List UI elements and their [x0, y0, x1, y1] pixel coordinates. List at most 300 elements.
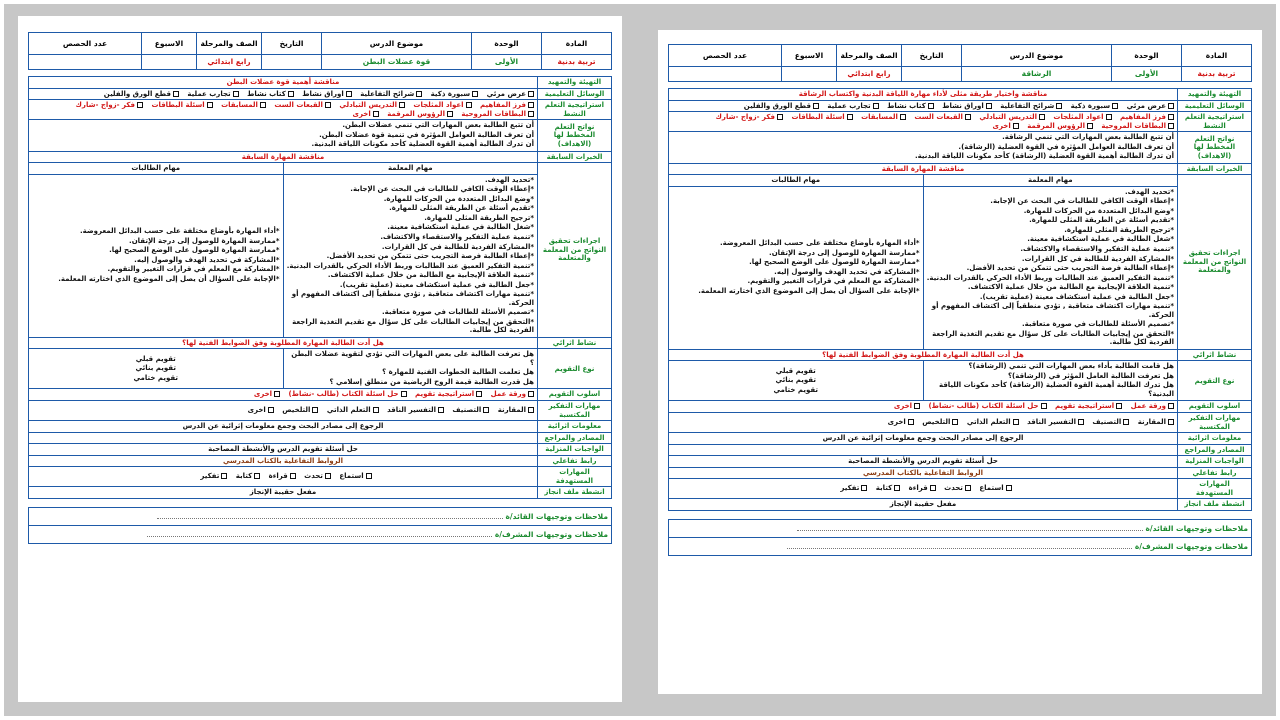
thinking-option[interactable]: التفسير الناقد: [387, 406, 444, 414]
checkbox-icon: [1041, 403, 1047, 409]
checkbox-icon: [1168, 419, 1174, 425]
eval-type-item: تقويم قبلي: [135, 354, 176, 363]
skill-option[interactable]: تحدث: [304, 472, 331, 480]
checkbox-icon: [1112, 103, 1118, 109]
student-task: *المشاركة مع المعلم في قرارات التغيير والتقويم.: [747, 277, 920, 286]
teacher-task: *شغل الطالبة في عملية استكشافية معينة.: [387, 223, 534, 232]
student-tasks-list: [669, 186, 924, 349]
checkbox-icon: [312, 407, 318, 413]
sessions-label: عدد الحصص: [669, 45, 782, 67]
student-task: *أداء المهارة بأوضاع مختلفة على حسب البدائل المعروضة.: [79, 227, 280, 236]
homework-text: حل أسئلة تقويم الدرس والأنشطة المصاحبة: [669, 456, 1178, 468]
strategy-options: [29, 100, 538, 120]
aids-options: [669, 100, 1178, 112]
enrich-label: نشاط اثرائي: [538, 337, 612, 349]
skill-option[interactable]: تفكير: [840, 484, 867, 492]
student-tasks-title: مهام الطالبات: [669, 175, 924, 187]
outcomes-list: [669, 132, 1178, 164]
checkbox-icon: [965, 485, 971, 491]
checkbox-icon: [528, 102, 534, 108]
checkbox-icon: [373, 111, 379, 117]
checkbox-icon: [528, 407, 534, 413]
grade-value: رابع ابتدائي: [837, 67, 902, 82]
checkbox-icon: [173, 91, 179, 97]
subject-label: المادة: [542, 33, 612, 55]
checkbox-icon: [207, 102, 213, 108]
warmup-label: التهيئة والتمهيد: [1178, 89, 1252, 101]
eval-question: هل تعلمت الطالبة الخطوات الفنية للمهارة ؟: [382, 368, 534, 377]
strategy-option[interactable]: البطاقات المروحية: [461, 110, 534, 118]
student-task: *ممارسة المهارة للوصول على الوضع الصحيح لها.: [749, 258, 920, 267]
procedures-label: اجراءات تحقيق النواتج من المعلمة والمتعلمة: [1178, 175, 1252, 350]
week-label: الاسبوع: [782, 45, 837, 67]
checkbox-icon: [274, 391, 280, 397]
checkbox-icon: [952, 419, 958, 425]
eval-type-item: تقويم بنائي: [775, 376, 816, 385]
eval-questions: [283, 349, 538, 389]
checkbox-icon: [1056, 103, 1062, 109]
checkbox-icon: [476, 391, 482, 397]
checkbox-icon: [528, 391, 534, 397]
thinking-option[interactable]: التفسير الناقد: [1027, 418, 1084, 426]
checkbox-icon: [483, 407, 489, 413]
eval-question: هل تعرفت الطالبة العامل المؤثر في (الرشاقة)؟: [1008, 371, 1174, 380]
student-task: *المشاركة في تحديد الهدف والوصول إليه.: [134, 255, 280, 264]
notes-table: [28, 507, 612, 544]
teacher-task: *إعطاء الطالبة فرصة التجريب حتى تتمكن من تحديد الأفضل.: [326, 252, 534, 261]
checkbox-icon: [466, 102, 472, 108]
checkbox-icon: [908, 419, 914, 425]
unit-value: الأولى: [1112, 67, 1182, 82]
strategy-option[interactable]: التدريس التبادلي: [339, 101, 405, 109]
sessions-value: [669, 67, 782, 82]
eval-style-option[interactable]: ورقة عمل: [1131, 402, 1174, 410]
student-task: *أداء المهارة بأوضاع مختلفة على حسب البدائل المعروضة.: [719, 239, 920, 248]
aids-label: الوسائل التعليمية: [1178, 100, 1252, 112]
links-text: الروابط التفاعلية بالكتاب المدرسي: [29, 455, 538, 467]
supervisor-notes: ملاحظات وتوجيهات المشرف/ة: [669, 537, 1252, 555]
skill-option[interactable]: استماع: [979, 484, 1011, 492]
checkbox-icon: [472, 91, 478, 97]
strategy-option[interactable]: المسابقات: [861, 113, 906, 121]
checkbox-icon: [861, 485, 867, 491]
eval-style-label: اسلوب التقويم: [1178, 401, 1252, 413]
eval-type-label: نوع التقويم: [1178, 361, 1252, 401]
strategy-option[interactable]: الرؤوس المرقمة: [1027, 122, 1093, 130]
aid-option[interactable]: عرض مرئي: [1127, 102, 1174, 110]
checkbox-icon: [1013, 419, 1019, 425]
sessions-value: [29, 55, 142, 70]
week-value: [142, 55, 197, 70]
teacher-task: *المشاركة الفردية للطالبة في كل القرارات.: [1021, 254, 1174, 263]
thinking-option[interactable]: التصنيف: [1092, 418, 1129, 426]
aids-label: الوسائل التعليمية: [538, 88, 612, 100]
checkbox-icon: [447, 111, 453, 117]
aid-option[interactable]: شرائح التفاعلية: [1000, 102, 1062, 110]
links-label: رابط تفاعلي: [1178, 467, 1252, 479]
aid-option[interactable]: كتاب نشاط: [247, 90, 294, 98]
enrich-text: هل أدت الطالبة المهارة المطلوبة وفق الضوابط الفنية لها؟: [29, 337, 538, 349]
skill-option[interactable]: استماع: [339, 472, 371, 480]
checkbox-icon: [528, 91, 534, 97]
teacher-task: *تنمية مهارات اكتشاف متعاقبة , تؤدي منطقياً إلى اكتشاف المفهوم أو الحركة.: [931, 302, 1174, 319]
eval-style-option[interactable]: ورقة عمل: [491, 390, 534, 398]
teacher-tasks-list: [923, 186, 1178, 349]
strategies-label: استراتيجية التعلم النشط: [538, 100, 612, 120]
aid-option[interactable]: سبورة ذكية: [431, 90, 479, 98]
thinking-options: [29, 401, 538, 421]
teacher-task: *المشاركة الفردية للطالبة في كل القرارات.: [381, 242, 534, 251]
strategy-option[interactable]: اخرى: [993, 122, 1019, 130]
eval-type-item: تقويم ختامي: [133, 373, 179, 382]
thinking-option[interactable]: التلخيص: [922, 418, 958, 426]
week-value: [782, 67, 837, 82]
strategy-option[interactable]: التدريس التبادلي: [979, 113, 1045, 121]
eval-style-option[interactable]: حل اسئلة الكتاب (طالب -نشاط): [928, 402, 1046, 410]
eval-questions: [923, 361, 1178, 401]
viewer-frame: [4, 4, 1276, 716]
skill-option[interactable]: تفكير: [200, 472, 227, 480]
student-tasks-list: [29, 174, 284, 337]
outcomes-label: نواتج التعلم المخطط لها (الاهداف): [538, 120, 612, 152]
teacher-task: *تنمية مهارات اكتشاف متعاقبة , تؤدي منطقياً إلى اكتشاف المفهوم أو الحركة.: [291, 290, 534, 307]
checkbox-icon: [1168, 123, 1174, 129]
portfolio-label: انشطة ملف انجاز: [538, 487, 612, 499]
teacher-task: *تقديم أسئلة عن الطريقة المثلى للمهارة.: [389, 204, 534, 213]
strategy-option[interactable]: اعواد المثلجات: [1053, 113, 1111, 121]
skill-option[interactable]: قراءة: [269, 472, 296, 480]
checkbox-icon: [1013, 123, 1019, 129]
student-task: *المشاركة في تحديد الهدف والوصول إليه.: [774, 267, 920, 276]
outcome-item: أن تدرك الطالبة أهمية القوة العضلية كأحد مكونات اللياقة البدنية.: [311, 140, 534, 149]
thinking-option[interactable]: اخرى: [248, 406, 274, 414]
eval-style-option[interactable]: استراتيجية تقويم: [415, 390, 482, 398]
date-value: [262, 55, 322, 70]
strategy-option[interactable]: الرؤوس المرقمة: [387, 110, 453, 118]
checkbox-icon: [914, 403, 920, 409]
outcome-item: أن تدرك الطالبة أهمية القوة العضلية (الرشاقة) كأحد مكونات اللياقة البدنية.: [914, 152, 1174, 161]
checkbox-icon: [325, 102, 331, 108]
checkbox-icon: [260, 102, 266, 108]
teacher-task: *ترجيح الطريقة المثلى للمهارة.: [1064, 225, 1174, 234]
teacher-task: *تنمية عملية التفكير والاستقصاء والاكتشاف.: [1020, 244, 1174, 253]
aid-option[interactable]: قطع الورق والفلين: [104, 90, 179, 98]
warmup-text: مناقشة أهمية قوة عضلات البطن: [29, 77, 538, 89]
checkbox-icon: [221, 473, 227, 479]
grade-value: رابع ابتدائي: [197, 55, 262, 70]
portfolio-text: مفعل حقيبة الإنجاز: [669, 499, 1178, 511]
teacher-task: *التحقق من إيجابيات الطالبات على كل سؤال مع تقديم التغذية الراجعة الفردية لكل طالبة.: [292, 317, 534, 335]
eval-style-options: [29, 389, 538, 401]
eval-style-option[interactable]: حل اسئلة الكتاب (طالب -نشاط): [288, 390, 406, 398]
checkbox-icon: [777, 114, 783, 120]
eval-style-label: اسلوب التقويم: [538, 389, 612, 401]
lesson-plan-page-left: [18, 16, 622, 702]
thinking-options: [669, 413, 1178, 433]
checkbox-icon: [325, 473, 331, 479]
plan-table: [28, 76, 612, 499]
thinking-label: مهارات التفكير المكتسبة: [1178, 413, 1252, 433]
unit-label: الوحدة: [472, 33, 542, 55]
skill-option[interactable]: كتابة: [236, 472, 260, 480]
outcome-item: أن تعرف الطالبة العوامل المؤثرة في القوة العضلية (الرشاقة).: [958, 142, 1174, 151]
checkbox-icon: [1123, 419, 1129, 425]
thinking-option[interactable]: التصنيف: [452, 406, 489, 414]
skills-label: المهارات المستهدفة: [538, 467, 612, 487]
checkbox-icon: [1106, 114, 1112, 120]
student-task: *المشاركة مع المعلم في قرارات التغيير والتقويم.: [107, 265, 280, 274]
sources-label: المصادر والمراجع: [538, 432, 612, 444]
teacher-task: *إعطاء الوقت الكافي للطالبات في البحث عن الإجابة.: [350, 185, 534, 194]
student-task: *ممارسة المهارة للوصول إلى درجة الإتقان.: [129, 236, 280, 245]
checkbox-icon: [366, 473, 372, 479]
homework-text: حل أسئلة تقويم الدرس والأنشطة المصاحبة: [29, 444, 538, 456]
topic-label: موضوع الدرس: [322, 33, 472, 55]
enrich-text: هل أدت الطالبة المهارة المطلوبة وفق الضوابط الفنية لها؟: [669, 349, 1178, 361]
sources-value: [29, 432, 538, 444]
checkbox-icon: [1168, 103, 1174, 109]
week-label: الاسبوع: [142, 33, 197, 55]
aid-option[interactable]: كتاب نشاط: [887, 102, 934, 110]
strategy-option[interactable]: البطاقات المروحية: [1101, 122, 1174, 130]
teacher-task: *إعطاء الوقت الكافي للطالبات في البحث عن الإجابة.: [990, 197, 1174, 206]
teacher-task: *وضع البدائل المتعددة من الحركات للمهارة.: [1023, 206, 1174, 215]
checkbox-icon: [1006, 485, 1012, 491]
checkbox-icon: [900, 114, 906, 120]
checkbox-icon: [1078, 419, 1084, 425]
strategy-option[interactable]: اسئلة البطاقات: [151, 101, 212, 109]
thinking-option[interactable]: التعلم الذاتي: [967, 418, 1019, 426]
info-text: الرجوع إلى مصادر البحث وجمع معلومات إثرائية عن الدرس: [669, 433, 1178, 445]
student-task: *ممارسة المهارة للوصول إلى درجة الإتقان.: [769, 248, 920, 257]
strategy-option[interactable]: اسئلة البطاقات: [791, 113, 852, 121]
info-text: الرجوع إلى مصادر البحث وجمع معلومات إثرائية عن الدرس: [29, 421, 538, 433]
eval-types: [29, 349, 284, 389]
homework-label: الواجبات المنزلية: [1178, 456, 1252, 468]
thinking-option[interactable]: التعلم الذاتي: [327, 406, 379, 414]
topic-value: قوة عضلات البطن: [322, 55, 472, 70]
warmup-text: مناقشة واختيار طريقة مثلى لأداء مهارة اللياقة البدنية واكتساب الرشاقة: [669, 89, 1178, 101]
checkbox-icon: [416, 91, 422, 97]
teacher-task: *تقديم أسئلة عن الطريقة المثلى للمهارة.: [1029, 216, 1174, 225]
sources-value: [669, 444, 1178, 456]
checkbox-icon: [373, 407, 379, 413]
teacher-task: *تنمية العلاقة الإيجابية مع الطالبة من خلال عملية الاكتشاف.: [967, 283, 1174, 292]
teacher-task: *جعل الطالبة في عملية استكشاف معينة (عملية تقريب).: [339, 280, 534, 289]
teacher-task: *تنمية عملية التفكير والاستقصاء والاكتشاف.: [380, 232, 534, 241]
checkbox-icon: [268, 407, 274, 413]
teacher-task: *التحقق من إيجابيات الطالبات على كل سؤال مع تقديم التغذية الراجعة الفردية لكل طالبة.: [932, 329, 1174, 347]
checkbox-icon: [290, 473, 296, 479]
strategy-option[interactable]: اخرى: [353, 110, 379, 118]
thinking-option[interactable]: اخرى: [888, 418, 914, 426]
teacher-tasks-title: مهام المعلمة: [283, 163, 538, 175]
strategy-option[interactable]: فكر -زواج -شارك: [716, 113, 783, 121]
skills-options: [29, 467, 538, 487]
checkbox-icon: [1116, 403, 1122, 409]
teacher-tasks-title: مهام المعلمة: [923, 175, 1178, 187]
eval-type-item: تقويم قبلي: [775, 366, 816, 375]
eval-style-option[interactable]: استراتيجية تقويم: [1055, 402, 1122, 410]
student-task: *الإجابة على السؤال أن يصل إلى الموضوع الذي اختارته المعلمة.: [58, 274, 280, 283]
grade-label: الصف والمرحلة: [197, 33, 262, 55]
checkbox-icon: [399, 102, 405, 108]
outcomes-list: [29, 120, 538, 152]
portfolio-label: انشطة ملف انجاز: [1178, 499, 1252, 511]
eval-style-option[interactable]: اخرى: [894, 402, 920, 410]
skills-options: [669, 479, 1178, 499]
thinking-option[interactable]: المقارنة: [498, 406, 534, 414]
eval-types: [669, 361, 924, 401]
outcomes-label: نواتج التعلم المخطط لها (الاهداف): [1178, 132, 1252, 164]
eval-question: هل تدرك الطالبة أهمية القوة العضلية (الرشاقة) كأحد مكونات اللياقة البدنية؟: [938, 381, 1174, 398]
links-label: رابط تفاعلي: [538, 455, 612, 467]
principal-notes: ملاحظات وتوجيهات القائد/ة: [669, 519, 1252, 537]
strategy-option[interactable]: فرز المفاهيم: [480, 101, 534, 109]
teacher-task: *تنمية التفكير العميق عند الطالبات وربط الأداء الحركي بالقدرات البدنية.: [926, 273, 1174, 282]
skill-option[interactable]: تحدث: [944, 484, 971, 492]
subject-value: تربية بدنية: [1182, 67, 1252, 82]
unit-value: الأولى: [472, 55, 542, 70]
thinking-option[interactable]: التلخيص: [282, 406, 318, 414]
checkbox-icon: [233, 91, 239, 97]
supervisor-notes: ملاحظات وتوجيهات المشرف/ة: [29, 525, 612, 543]
skill-option[interactable]: قراءة: [909, 484, 936, 492]
strategy-option[interactable]: فكر -زواج -شارك: [76, 101, 143, 109]
strategy-options: [669, 112, 1178, 132]
checkbox-icon: [894, 485, 900, 491]
plan-table: [668, 88, 1252, 511]
prior-text: مناقشة المهارة السابقة: [29, 151, 538, 163]
aid-option[interactable]: اوراق نشاط: [302, 90, 352, 98]
eval-style-option[interactable]: اخرى: [254, 390, 280, 398]
warmup-label: التهيئة والتمهيد: [538, 77, 612, 89]
prior-label: الخبرات السابقة: [538, 151, 612, 163]
strategies-label: استراتيجية التعلم النشط: [1178, 112, 1252, 132]
thinking-label: مهارات التفكير المكتسبة: [538, 401, 612, 421]
info-label: معلومات اثرائية: [538, 421, 612, 433]
teacher-task: *وضع البدائل المتعددة من الحركات للمهارة.: [383, 194, 534, 203]
date-label: التاريخ: [262, 33, 322, 55]
teacher-task: *تصميم الأسئلة للطالبات في صورة متعاقبة.: [381, 308, 534, 317]
grade-label: الصف والمرحلة: [837, 45, 902, 67]
checkbox-icon: [528, 111, 534, 117]
eval-question: هل تعرفت الطالبة على بعض المهارات التي تؤدي لتقوية عضلات البطن ؟: [291, 350, 534, 367]
strategy-option[interactable]: القبعات الست: [274, 101, 331, 109]
student-task: *ممارسة المهارة للوصول على الوضع الصحيح لها.: [109, 246, 280, 255]
links-text: الروابط التفاعلية بالكتاب المدرسي: [669, 467, 1178, 479]
info-label: معلومات اثرائية: [1178, 433, 1252, 445]
aid-option[interactable]: تجارب عملية: [187, 90, 238, 98]
checkbox-icon: [1087, 123, 1093, 129]
teacher-task: *إعطاء الطالبة فرصة التجريب حتى تتمكن من تحديد الأفضل.: [966, 264, 1174, 273]
checkbox-icon: [847, 114, 853, 120]
date-label: التاريخ: [902, 45, 962, 67]
aid-option[interactable]: شرائح التفاعلية: [360, 90, 422, 98]
outcome-item: أن تتبع الطالبة بعض المهارات التي تنمي عضلات البطن.: [342, 121, 534, 130]
header-table: [668, 44, 1252, 82]
checkbox-icon: [1168, 403, 1174, 409]
eval-type-label: نوع التقويم: [538, 349, 612, 389]
sources-label: المصادر والمراجع: [1178, 444, 1252, 456]
prior-text: مناقشة المهارة السابقة: [669, 163, 1178, 175]
outcome-item: أن تتبع الطالبة بعض المهارات التي تنمي الرشاقة.: [1002, 133, 1174, 142]
strategy-option[interactable]: فرز المفاهيم: [1120, 113, 1174, 121]
teacher-task: *تحديد الهدف.: [1125, 187, 1174, 196]
subject-value: تربية بدنية: [542, 55, 612, 70]
checkbox-icon: [873, 103, 879, 109]
eval-style-options: [669, 401, 1178, 413]
homework-label: الواجبات المنزلية: [538, 444, 612, 456]
teacher-task: *ترجيح الطريقة المثلى للمهارة.: [424, 213, 534, 222]
checkbox-icon: [288, 91, 294, 97]
thinking-option[interactable]: المقارنة: [1138, 418, 1174, 426]
strategy-option[interactable]: اعواد المثلجات: [413, 101, 471, 109]
principal-notes: ملاحظات وتوجيهات القائد/ة: [29, 507, 612, 525]
eval-question: هل قامت الطالبة بأداء بعض المهارات التي تنمي (الرشاقة)؟: [968, 362, 1174, 371]
student-tasks-title: مهام الطالبات: [29, 163, 284, 175]
subject-label: المادة: [1182, 45, 1252, 67]
lesson-plan-page-right: [658, 30, 1262, 694]
checkbox-icon: [813, 103, 819, 109]
skills-label: المهارات المستهدفة: [1178, 479, 1252, 499]
student-task: *الإجابة على السؤال أن يصل إلى الموضوع الذي اختارته المعلمة.: [698, 286, 920, 295]
teacher-task: *شغل الطالبة في عملية استكشافية معينة.: [1027, 235, 1174, 244]
checkbox-icon: [1168, 114, 1174, 120]
checkbox-icon: [346, 91, 352, 97]
aid-option[interactable]: عرض مرئي: [487, 90, 534, 98]
checkbox-icon: [965, 114, 971, 120]
teacher-task: *تحديد الهدف.: [485, 175, 534, 184]
teacher-tasks-list: [283, 174, 538, 337]
outcome-item: أن تعرف الطالبة العوامل المؤثرة في تنمية قوة عضلات البطن.: [319, 130, 534, 139]
eval-type-item: تقويم ختامي: [773, 385, 819, 394]
topic-label: موضوع الدرس: [962, 45, 1112, 67]
teacher-task: *تصميم الأسئلة للطالبات في صورة متعاقبة.: [1021, 320, 1174, 329]
enrich-label: نشاط اثرائي: [1178, 349, 1252, 361]
teacher-task: *تنمية العلاقة الإيجابية مع الطالبة من خلال عملية الاكتشاف.: [327, 271, 534, 280]
checkbox-icon: [137, 102, 143, 108]
date-value: [902, 67, 962, 82]
aid-option[interactable]: سبورة ذكية: [1071, 102, 1119, 110]
header-table: [28, 32, 612, 70]
aid-option[interactable]: اوراق نشاط: [942, 102, 992, 110]
topic-value: الرشاقة: [962, 67, 1112, 82]
checkbox-icon: [986, 103, 992, 109]
sessions-label: عدد الحصص: [29, 33, 142, 55]
checkbox-icon: [438, 407, 444, 413]
portfolio-text: مفعل حقيبة الإنجاز: [29, 487, 538, 499]
procedures-label: اجراءات تحقيق النواتج من المعلمة والمتعلمة: [538, 163, 612, 338]
unit-label: الوحدة: [1112, 45, 1182, 67]
checkbox-icon: [254, 473, 260, 479]
teacher-task: *جعل الطالبة في عملية استكشاف معينة (عملية تقريب).: [979, 292, 1174, 301]
checkbox-icon: [401, 391, 407, 397]
eval-type-item: تقويم بنائي: [135, 364, 176, 373]
aid-option[interactable]: تجارب عملية: [827, 102, 878, 110]
aids-options: [29, 88, 538, 100]
strategy-option[interactable]: المسابقات: [221, 101, 266, 109]
checkbox-icon: [928, 103, 934, 109]
prior-label: الخبرات السابقة: [1178, 163, 1252, 175]
skill-option[interactable]: كتابة: [876, 484, 900, 492]
notes-table: [668, 519, 1252, 556]
aid-option[interactable]: قطع الورق والفلين: [744, 102, 819, 110]
checkbox-icon: [930, 485, 936, 491]
strategy-option[interactable]: القبعات الست: [914, 113, 971, 121]
eval-question: هل قدرت الطالبة قيمة الروح الرياضية من منطلق إسلامي ؟: [329, 377, 534, 386]
checkbox-icon: [1039, 114, 1045, 120]
